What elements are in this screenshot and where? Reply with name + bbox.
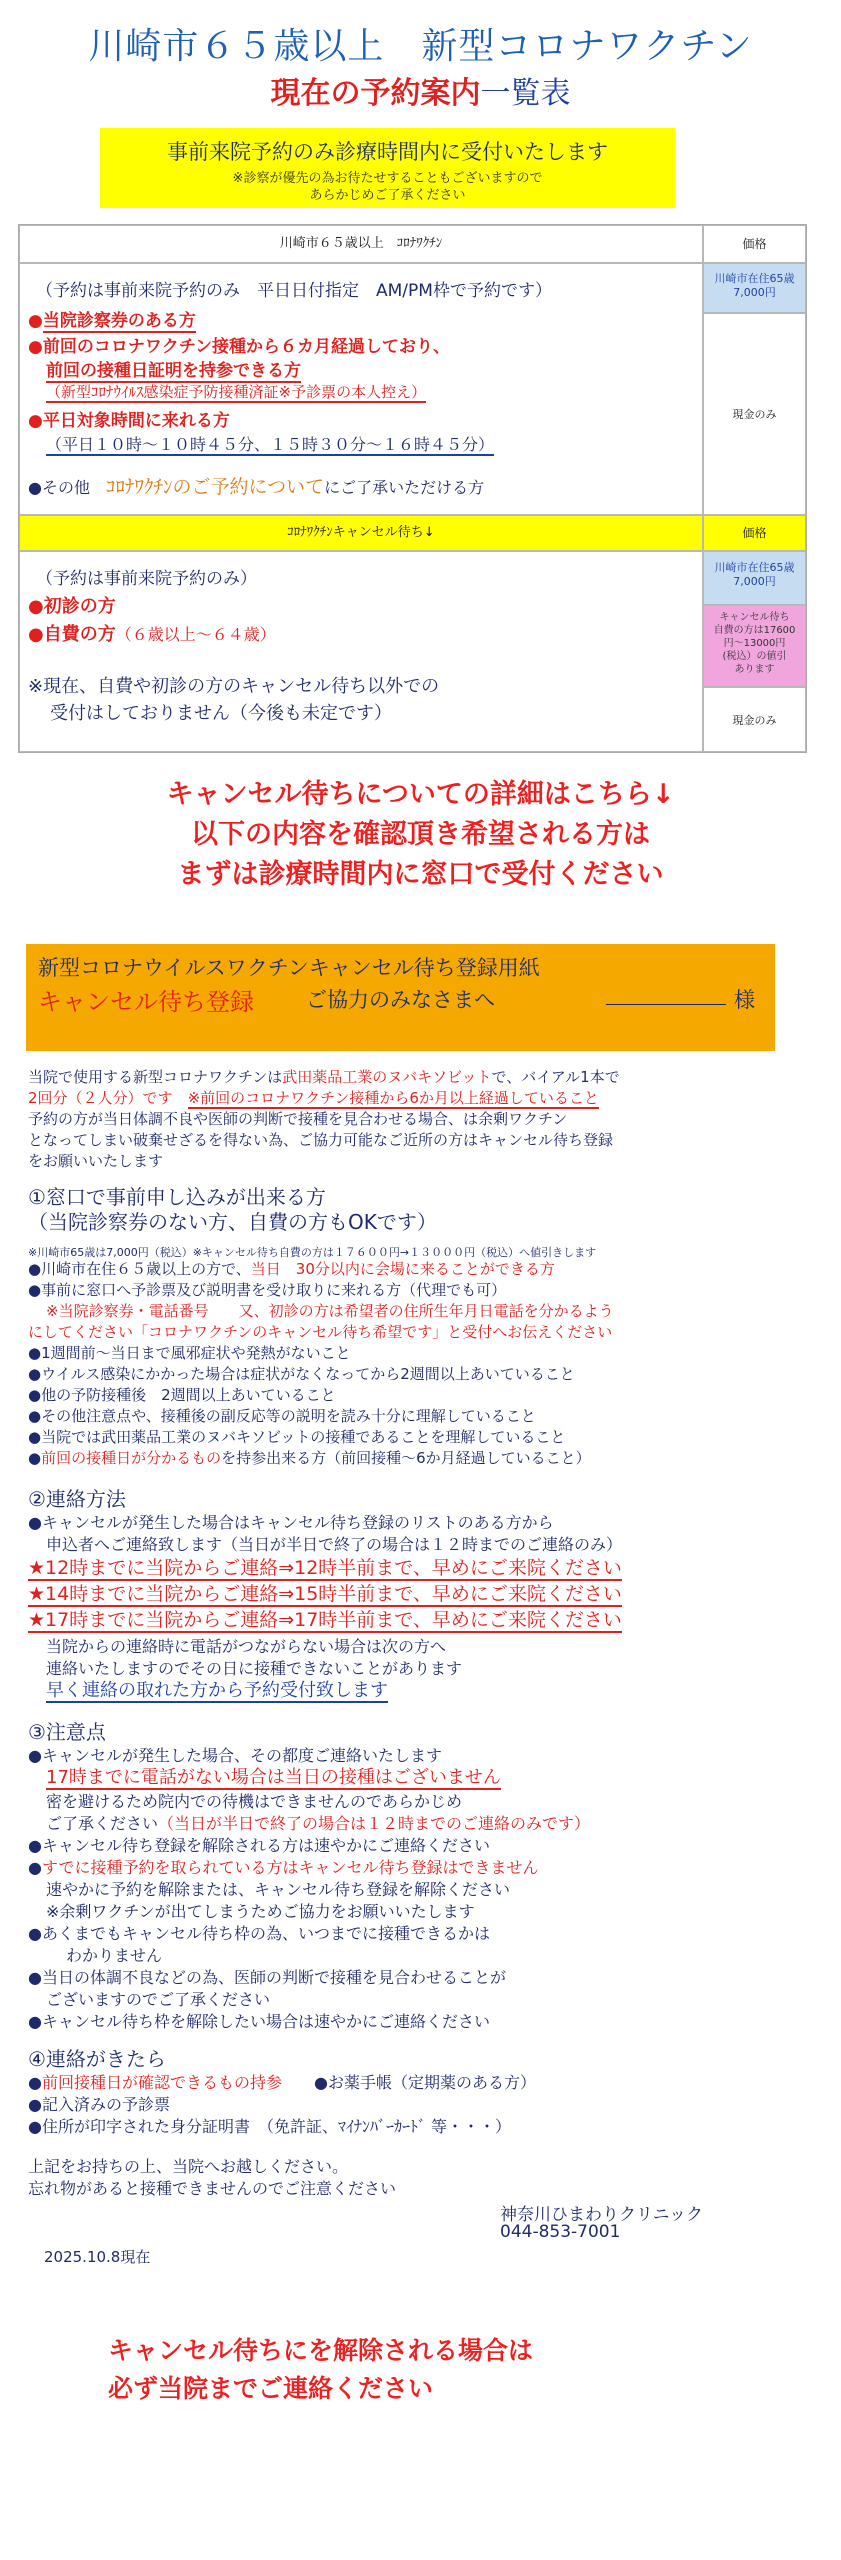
sec3-line-11: ●当日の体調不良などの為、医師の判断で接種を見合わせることが xyxy=(28,1968,506,1987)
price-header-2: 価格 xyxy=(703,515,806,551)
notice-line-1: 事前来院予約のみ診療時間内に受付いたします xyxy=(167,140,608,164)
intro-line-2: 2回分（２人分）です ※前回のコロナワクチン接種から6か月以上経過していること xyxy=(28,1089,599,1107)
section1-title: 川崎市６５歳以上 ｺﾛﾅﾜｸﾁﾝ xyxy=(19,225,703,263)
section2-title: ｺﾛﾅﾜｸﾁﾝキャンセル待ち↓ xyxy=(19,515,703,551)
s1-item2b: 前回の接種日証明を持参できる方 xyxy=(46,361,301,381)
sec4-line-2: ●記入済みの予診票 xyxy=(28,2095,170,2114)
section2-heading: ②連絡方法 xyxy=(28,1487,126,1511)
notice-line-2: ※診察が優先の為お待たせすることもございますので あらかじめご了承ください xyxy=(232,171,543,203)
s1-price-top: 川崎市在住65歳 7,000円 xyxy=(703,263,806,313)
sec3-line-8: ※余剰ワクチンが出てしまうためご協力をお願いいたします xyxy=(46,1902,475,1921)
sec2-line-4: ★14時までに当院からご連絡⇒15時半前まで、早めにご来院ください xyxy=(28,1583,622,1605)
s1-intro: （予約は事前来院予約のみ 平日日付指定 AM/PM枠で予約です） xyxy=(36,281,552,301)
page-title: 川崎市６５歳以上 新型コロナワクチン xyxy=(88,26,753,67)
intro-line-3: 予約の方が当日体調不良や医師の判断で接種を見合わせる場合、は余剰ワクチン xyxy=(28,1110,568,1128)
s1-item2: ●前回のコロナワクチン接種から６カ月経過しており、 xyxy=(28,337,450,357)
section1-body xyxy=(19,263,703,515)
intro-line-5: をお願いいたします xyxy=(28,1152,164,1170)
vaccine-table xyxy=(18,224,807,753)
sec1-bullet-4: ●1週間前～当日まで風邪症状や発熱がないこと xyxy=(28,1344,351,1362)
section1-heading: ①窓口で事前申し込みが出来る方 xyxy=(28,1185,326,1209)
sec3-line-1: ●キャンセルが発生した場合、その都度ご連絡いたします xyxy=(28,1746,442,1765)
s1-item4: ●その他 ｺﾛﾅﾜｸﾁﾝのご予約についてにご了承いただける方 xyxy=(28,476,485,498)
sec3-line-2: 17時までに電話がない場合は当日の接種はございません xyxy=(46,1767,501,1788)
form-title: 新型コロナウイルスワクチンキャンセル待ち登録用紙 xyxy=(38,956,540,980)
sec2-line-1: ●キャンセルが発生した場合はキャンセル待ち登録のリストのある方から xyxy=(28,1513,554,1532)
s2-note2: 受付はしておりません（今後も未定です） xyxy=(50,703,392,724)
banner-line-2: 以下の内容を確認頂き希望される方は xyxy=(191,819,650,850)
sec2-line-2: 申込者へご連絡致します（当日が半日で終了の場合は１２時までのご連絡のみ） xyxy=(46,1535,623,1554)
notice-box xyxy=(100,128,675,208)
sec1-note-a: ※当院診察券・電話番号 又、初診の方は希望者の住所生年月日電話を分かるよう xyxy=(46,1302,614,1320)
sec3-line-10: わかりません xyxy=(66,1946,163,1965)
sec4-line-3: ●住所が印字された身分証明書 （免許証、ﾏｲﾅﾝﾊﾞｰｶｰﾄﾞ 等・・・） xyxy=(28,2117,512,2136)
s2-intro: （予約は事前来院予約のみ） xyxy=(36,569,257,589)
sama-label: 様 xyxy=(734,988,755,1012)
clinic-phone: 044-853-7001 xyxy=(500,2222,621,2242)
clinic-name: 神奈川ひまわりクリニック xyxy=(500,2205,703,2225)
section3-heading: ③注意点 xyxy=(28,1720,106,1744)
banner-line-3: まずは診療時間内に窓口で受付ください xyxy=(177,859,664,890)
s1-price-bottom: 現金のみ xyxy=(703,313,806,515)
price-header-1: 価格 xyxy=(703,225,806,263)
s2-price-mid: キャンセル待ち 自費の方は17600 円～13000円 (税込）の値引 あります xyxy=(703,605,806,687)
s2-price-top: 川崎市在住65歳 7,000円 xyxy=(703,551,806,605)
subtitle-red: 現在の予約案内 xyxy=(270,76,481,111)
sec3-line-12: ございますのでご了承ください xyxy=(46,1990,271,2009)
section2-body xyxy=(19,551,703,752)
sec3-line-6: ●すでに接種予約を取られている方はキャンセル待ち登録はできません xyxy=(28,1858,539,1877)
sec1-bullet-6: ●他の予防接種後 2週間以上あいていること xyxy=(28,1386,336,1404)
s2-price-bottom: 現金のみ xyxy=(703,687,806,752)
s1-item3b: （平日１０時～１０時４５分、１５時３０分～１６時４５分） xyxy=(46,435,495,454)
sec2-line-8: 早く連絡の取れた方から予約受付致します xyxy=(46,1680,388,1701)
sec2-line-3: ★12時までに当院からご連絡⇒12時半前まで、早めにご来院ください xyxy=(28,1557,622,1579)
bottom-red-note xyxy=(108,2332,533,2408)
sec1-bullet-8: ●当院では武田薬品工業のヌバキソビットの接種であることを理解していること xyxy=(28,1428,566,1446)
sec3-line-7: 速やかに予約を解除または、キャンセル待ち登録を解除ください xyxy=(46,1880,511,1899)
sec1-bullet-1: ●川崎市在住６５歳以上の方で、当日 30分以内に会場に来ることができる方 xyxy=(28,1260,555,1278)
sec3-line-4: ご了承ください（当日が半日で終了の場合は１２時までのご連絡のみです） xyxy=(46,1814,591,1833)
date-stamp: 2025.10.8現在 xyxy=(44,2248,151,2266)
s2-item2: ●自費の方（６歳以上～６４歳） xyxy=(28,624,276,645)
s1-item3: ●平日対象時間に来れる方 xyxy=(28,411,230,431)
form-greeting: ご協力のみなさまへ xyxy=(306,988,495,1012)
sec1-bullet-5: ●ウイルス感染にかかった場合は症状がなくなってから2週間以上あいていること xyxy=(28,1365,575,1383)
sec3-line-9: ●あくまでもキャンセル待ち枠の為、いつまでに接種できるかは xyxy=(28,1924,490,1943)
s2-item1: ●初診の方 xyxy=(28,596,116,617)
footer-line-2: 忘れ物があると接種できませんのでご注意ください xyxy=(28,2179,397,2198)
cancel-wait-banner xyxy=(0,775,841,895)
name-line xyxy=(606,1004,726,1005)
sec1-bullet-9: ●前回の接種日が分かるものを持参出来る方（前回接種～6か月経過していること） xyxy=(28,1449,591,1467)
banner-line-1: キャンセル待ちについての詳細はこちら↓ xyxy=(166,779,675,810)
sec1-bullet-7: ●その他注意点や、接種後の副反応等の説明を読み十分に理解していること xyxy=(28,1407,536,1425)
section4-heading: ④連絡がきたら xyxy=(28,2047,166,2071)
s1-item1: ●当院診察券のある方 xyxy=(28,311,196,331)
sec3-line-5: ●キャンセル待ち登録を解除される方は速やかにご連絡ください xyxy=(28,1836,490,1855)
form-header-box xyxy=(26,944,775,1051)
subtitle-blue: 一覧表 xyxy=(480,76,571,111)
page-subtitle xyxy=(0,68,841,112)
footer-line-1: 上記をお持ちの上、当院へお越しください。 xyxy=(28,2157,349,2176)
s1-item2c: （新型ｺﾛﾅｳｲﾙｽ感染症予防接種済証※予診票の本人控え） xyxy=(46,383,427,401)
sec3-line-13: ●キャンセル待ち枠を解除したい場合は速やかにご連絡ください xyxy=(28,2012,490,2031)
intro-line-4: となってしまい破棄せざるを得ない為、ご協力可能なご近所の方はキャンセル待ち登録 xyxy=(28,1131,614,1149)
intro-line-1: 当院で使用する新型コロナワクチンは武田薬品工業のヌバキソビットで、バイアル1本で xyxy=(28,1068,620,1086)
form-heading: キャンセル待ち登録 xyxy=(38,988,254,1016)
sec1-small-note: ※川崎市65歳は7,000円（税込）※キャンセル待ち自費の方は１７６００円→１３０００円（税込）へ値引きします xyxy=(28,1246,597,1259)
sec1-bullet-2: ●事前に窓口へ予診票及び説明書を受け取りに来れる方（代理でも可） xyxy=(28,1281,507,1299)
sec2-line-6: 当院からの連絡時に電話がつながらない場合は次の方へ xyxy=(46,1637,447,1656)
sec2-line-7: 連絡いたしますのでその日に接種できないことがあります xyxy=(46,1659,463,1678)
bottom-line-1: キャンセル待ちにを解除される場合は xyxy=(108,2336,534,2365)
sec1-note-b: にしてください「コロナワクチンのキャンセル待ち希望です」と受付へお伝えください xyxy=(28,1323,613,1341)
section1-subheading: （当院診察券のない方、自費の方もOKです） xyxy=(28,1210,437,1234)
bottom-line-2: 必ず当院までご連絡ください xyxy=(108,2374,434,2403)
s2-note1: ※現在、自費や初診の方のキャンセル待ち以外での xyxy=(28,676,440,697)
sec2-line-5: ★17時までに当院からご連絡⇒17時半前まで、早めにご来院ください xyxy=(28,1609,622,1631)
sec3-line-3: 密を避けるため院内での待機はできませんのであらかじめ xyxy=(46,1792,463,1811)
sec4-line-1: ●前回接種日が確認できるもの持参 ●お薬手帳（定期薬のある方） xyxy=(28,2073,536,2092)
